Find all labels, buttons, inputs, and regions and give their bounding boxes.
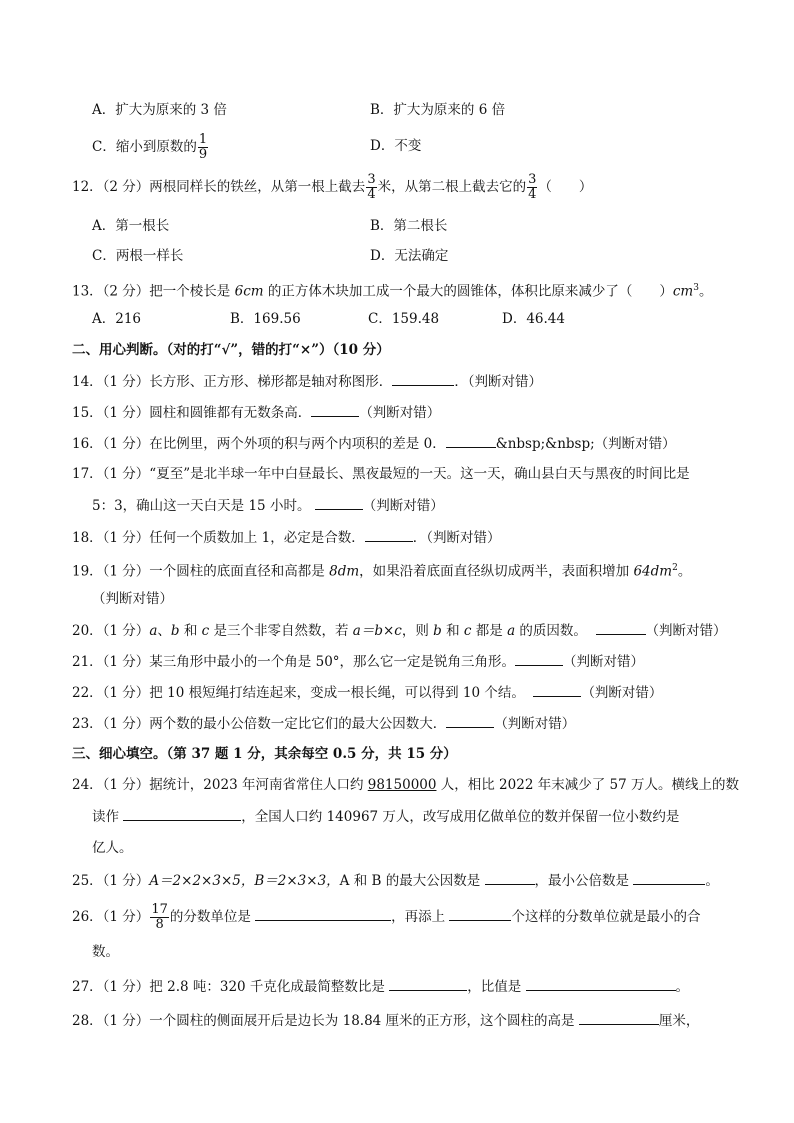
q13-option-a: A．216 — [92, 311, 142, 327]
question-19: 19．（1 分）一个圆柱的底面直径和高都是 8dm，如果沿着底面直径纵切成两半，表面积增加 $64dm^2$。 — [72, 563, 692, 580]
q11-option-b: B．扩大为原来的 6 倍 — [370, 102, 506, 118]
q12-option-b: B．第二根长 — [370, 218, 448, 234]
fraction: $\frac{3}{4}$ — [528, 172, 537, 202]
answer-blank[interactable] — [392, 371, 454, 386]
answer-blank[interactable] — [526, 976, 676, 991]
question-24-line-2: 读作 ，全国人口约 140967 万人，改写成用亿做单位的数并保留一位小数约是 — [92, 806, 679, 827]
question-28: 28．（1 分）一个圆柱的侧面展开后是边长为 18.84 厘米的正方形，这个圆柱的高是 厘米， — [72, 1010, 699, 1031]
fraction: $\frac{1}{9}$ — [198, 132, 208, 162]
answer-blank[interactable] — [485, 870, 535, 885]
question-14: 14．（1 分）长方形、正方形、梯形都是轴对称图形． ．（判断对错） — [72, 371, 542, 392]
q13-option-b: B．169.56 — [230, 311, 301, 327]
question-23: 23．（1 分）两个数的最小公倍数一定比它们的最大公因数大． （判断对错） — [72, 713, 575, 734]
answer-blank[interactable] — [596, 620, 646, 635]
answer-blank[interactable] — [579, 1010, 659, 1025]
question-16: 16．（1 分）在比例里，两个外项的积与两个内项积的差是 0． &nbsp;&nbsp;（判断对错） — [72, 433, 676, 454]
answer-blank[interactable] — [446, 713, 494, 728]
question-26: 26．（1 分） $\frac{17}{8}$ 的分数单位是 ，再添上 个这样的分数单位就是最小的合 — [72, 902, 701, 932]
question-20: 20．（1 分）a、b 和 c 是三个非零自然数，若 a＝b×c，则 b 和 c 都是 a 的质因数。 （判断对错） — [72, 620, 727, 641]
question-19-line-2: （判断对错） — [92, 591, 173, 607]
question-12: 12．（2 分）两根同样长的铁丝，从第一根上截去 $\frac{3}{4}$ 米，从第二根上截去它的 $\frac{3}{4}$ （ ） — [72, 172, 593, 202]
section-3-heading: 三、细心填空。（第 37 题 1 分，其余每空 0.5 分，共 15 分） — [72, 746, 457, 762]
q11-option-a: A．扩大为原来的 3 倍 — [92, 102, 227, 118]
answer-blank[interactable] — [533, 682, 581, 697]
fraction: $\frac{3}{4}$ — [367, 172, 376, 202]
question-26-line-2: 数。 — [92, 944, 119, 960]
answer-blank[interactable] — [446, 433, 496, 448]
question-21: 21．（1 分）某三角形中最小的一个角是 50°，那么它一定是锐角三角形。 （判断对错） — [72, 651, 644, 672]
answer-blank[interactable] — [311, 402, 359, 417]
answer-blank[interactable] — [365, 527, 413, 542]
q13-option-d: D．46.44 — [502, 311, 565, 327]
q12-option-c: C．两根一样长 — [92, 248, 184, 264]
q13-option-c: C．159.48 — [368, 311, 440, 327]
question-17-line-1: 17．（1 分）“夏至”是北半球一年中白昼最长、黑夜最短的一天。这一天，确山县白天与黑夜的时间比是 — [72, 466, 690, 482]
question-17-line-2: 5：3，确山这一天白天是 15 小时。 （判断对错） — [92, 495, 444, 516]
question-24-line-3: 亿人。 — [92, 840, 133, 856]
section-2-heading: 二、用心判断。（对的打“√”，错的打“×”）（10 分） — [72, 342, 390, 358]
q12-option-d: D．无法确定 — [370, 248, 449, 264]
answer-blank[interactable] — [515, 651, 563, 666]
fraction: $\frac{17}{8}$ — [151, 902, 168, 932]
q11-option-c: C．缩小到原数的 $\frac{1}{9}$ — [92, 132, 208, 162]
q11-option-d: D．不变 — [370, 138, 422, 154]
question-25: 25．（1 分）A＝2×2×3×5，B＝2×3×3，A 和 B 的最大公因数是 ，最小公倍数是 。 — [72, 870, 719, 891]
answer-blank[interactable] — [389, 976, 467, 991]
answer-blank[interactable] — [633, 870, 705, 885]
question-13: 13．（2 分）把一个棱长是 6cm 的正方体木块加工成一个最大的圆锥体，体积比原来减少了（ ）$cm^3$。 — [72, 283, 713, 300]
question-15: 15．（1 分）圆柱和圆锥都有无数条高． （判断对错） — [72, 402, 440, 423]
q12-option-a: A．第一根长 — [92, 218, 170, 234]
answer-blank[interactable] — [255, 906, 391, 921]
answer-blank[interactable] — [449, 906, 511, 921]
question-18: 18．（1 分）任何一个质数加上 1，必定是合数． ．（判断对错） — [72, 527, 500, 548]
question-24: 24．（1 分）据统计，2023 年河南省常住人口约 98150000 人，相比 2022 年末减少了 57 万人。横线上的数 — [72, 777, 739, 793]
question-22: 22．（1 分）把 10 根短绳打结连起来，变成一根长绳，可以得到 10 个结。 （判断对错） — [72, 682, 662, 703]
question-27: 27．（1 分）把 2.8 吨：320 千克化成最简整数比是 ，比值是 。 — [72, 976, 689, 997]
answer-blank[interactable] — [123, 806, 241, 821]
answer-blank[interactable] — [315, 495, 363, 510]
